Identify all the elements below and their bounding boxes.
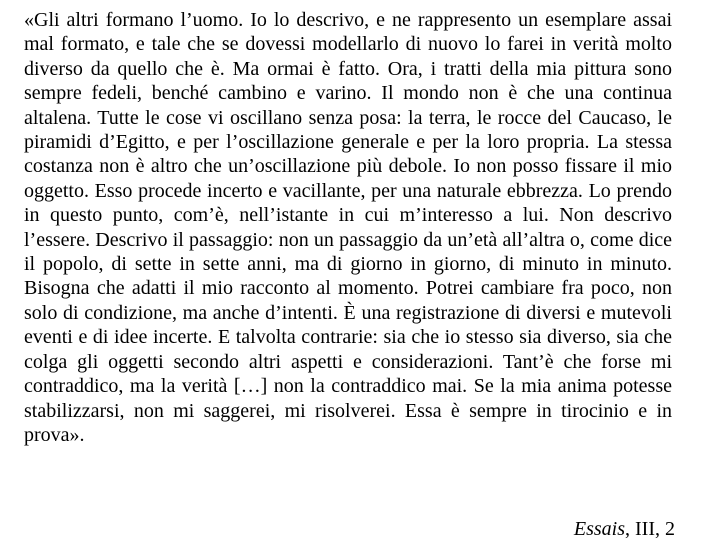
- quote-paragraph: «Gli altri formano l’uomo. Io lo descrivo, e ne rappresento un esemplare assai mal formato, e tale che se dovessi modellarlo di nuovo lo farei in verità molto diverso da quello che è. Ma ormai è fatto. Ora, i tratti della mia pittura sono sempre fedeli, benché cambino e varino. Il mondo non è che una continua altalena. Tutte le cose vi oscillano senza posa: la terra, le rocce del Caucaso, le piramidi d’Egitto, e per l’oscillazione generale e per la loro propria. La stessa costanza non è altro che un’oscillazione più debole. Io non posso fissare il mio oggetto. Esso procede incerto e vacillante, per una naturale ebbrezza. Lo prendo in questo punto, com’è, nell’istante in cui m’interesso a lui. Non descrivo l’essere. Descrivo il passaggio: non un passaggio da un’età all’altra o, come dice il popolo, di sette in sette anni, ma di giorno in giorno, di minuto in minuto. Bisogna che adatti il mio racconto al momento. Potrei cambiare fra poco, non solo di condizione, ma anche d’intenti. È una registrazione di diversi e mutevoli eventi e di idee incerte. E talvolta contrarie: sia che io stesso sia diverso, sia che colga gli oggetti secondo altri aspetti e considerazioni. Tant’è che forse mi contraddico, ma la verità […] non la contraddico mai. Se la mia anima potesse stabilizzarsi, non mi saggerei, mi risolverei. Essa è sempre in tirocinio e in prova».: [24, 9, 672, 446]
- source-citation: [574, 518, 675, 541]
- source-work-title: Essais: [573, 518, 626, 540]
- document-page: [24, 8, 672, 447]
- source-reference: , III, 2: [625, 518, 675, 540]
